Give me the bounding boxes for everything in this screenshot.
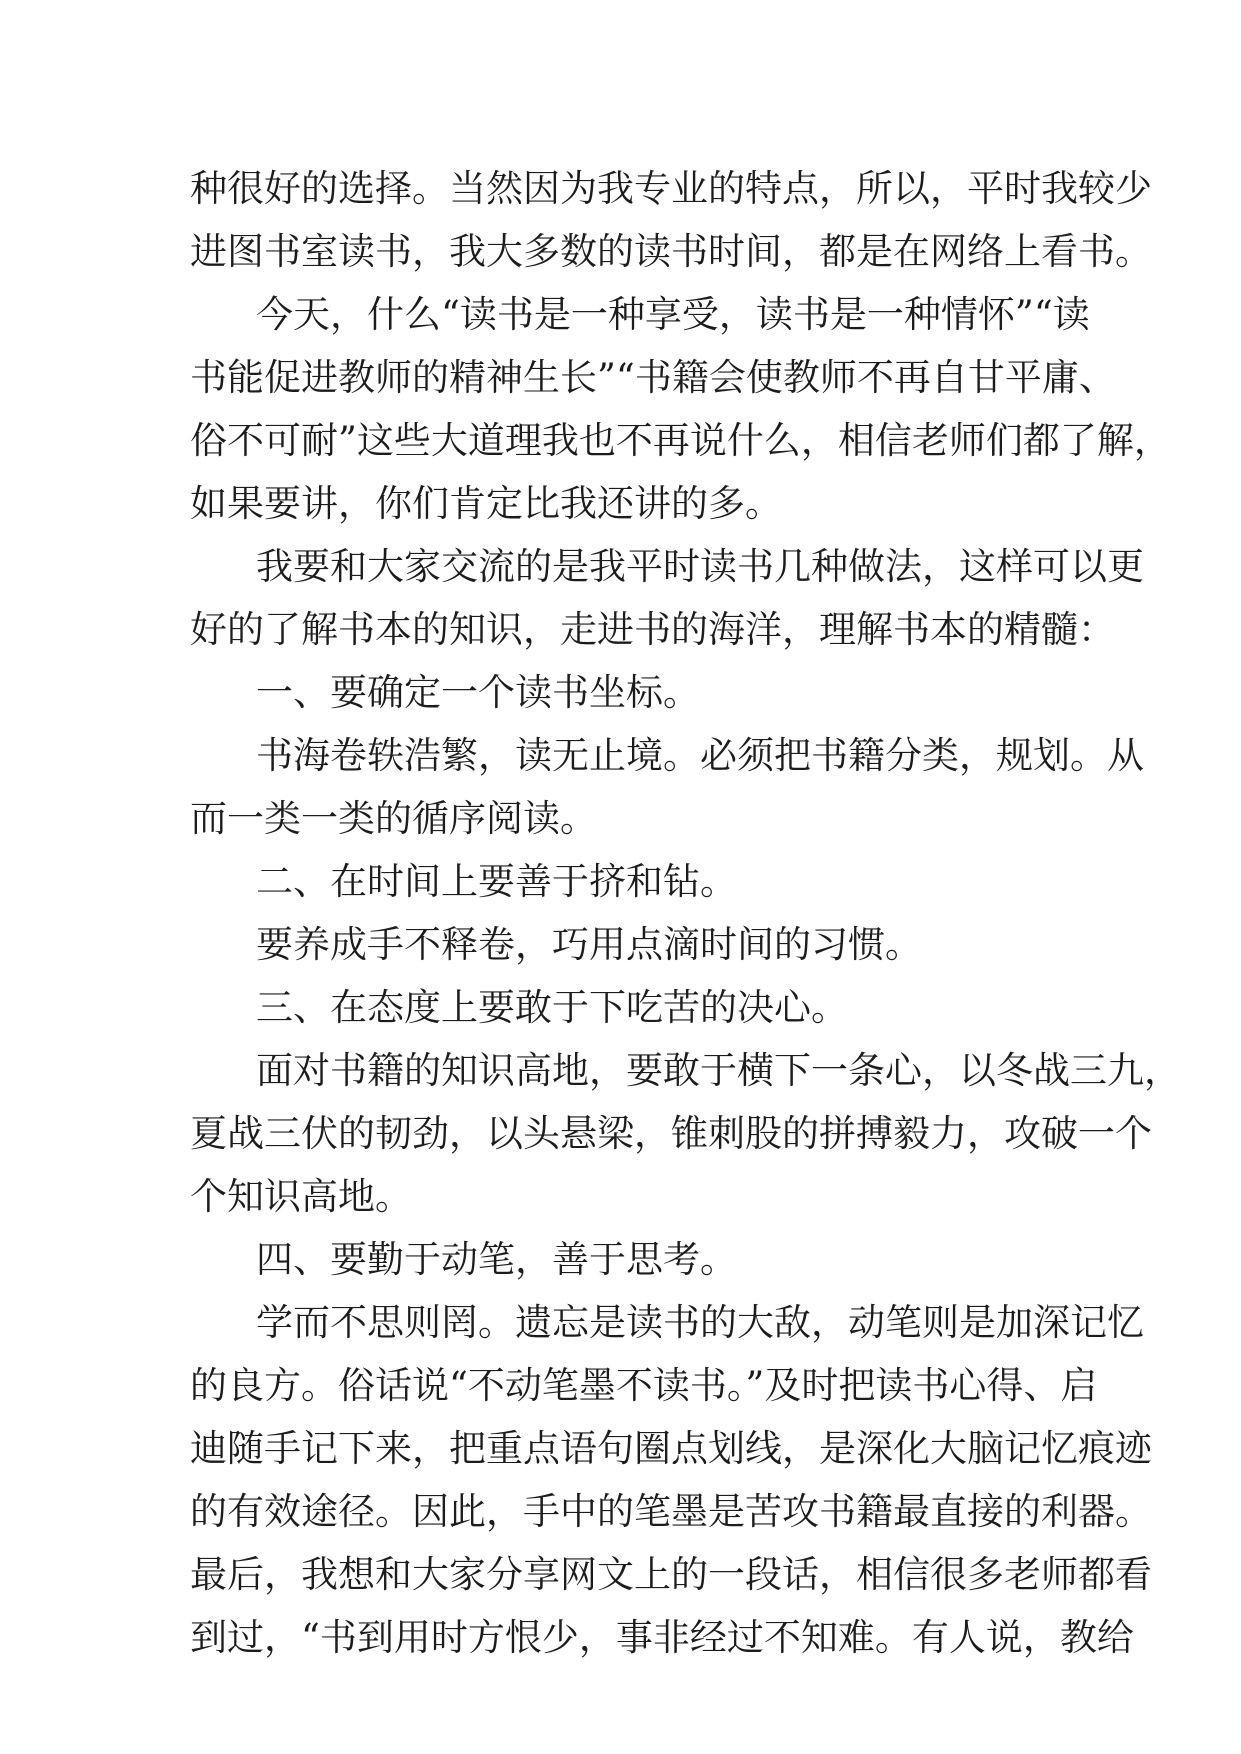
text-line: 的良方。俗话说“不动笔墨不读书。”及时把读书心得、启: [190, 1364, 1098, 1407]
text-line: 书海卷轶浩繁，读无止境。必须把书籍分类，规划。从: [256, 734, 1144, 777]
text-line: 我要和大家交流的是我平时读书几种做法，这样可以更: [256, 545, 1144, 588]
text-line: 俗不可耐”这些大道理我也不再说什么，相信老师们都了解，: [190, 419, 1171, 462]
text-line: 今天，什么“读书是一种享受，读书是一种情怀”“读: [256, 293, 1090, 336]
text-line: 进图书室读书，我大多数的读书时间，都是在网络上看书。: [190, 230, 1152, 273]
text-line: 而一类一类的循序阅读。: [190, 797, 597, 840]
text-line: 如果要讲，你们肯定比我还讲的多。: [190, 482, 782, 525]
text-line: 的有效途径。因此，手中的笔墨是苦攻书籍最直接的利器。: [190, 1490, 1152, 1533]
text-line: 学而不思则罔。遗忘是读书的大敌，动笔则是加深记忆: [256, 1301, 1144, 1344]
section-heading: 二、在时间上要善于挤和钻。: [256, 860, 737, 903]
section-heading: 三、在态度上要敢于下吃苦的决心。: [256, 986, 848, 1029]
text-line: 书能促进教师的精神生长”“书籍会使教师不再自甘平庸、: [190, 356, 1116, 399]
text-line: 迪随手记下来，把重点语句圈点划线，是深化大脑记忆痕迹: [190, 1427, 1152, 1470]
section-heading: 一、要确定一个读书坐标。: [256, 671, 700, 714]
text-line: 好的了解书本的知识，走进书的海洋，理解书本的精髓：: [190, 608, 1115, 651]
text-line: 最后，我想和大家分享网文上的一段话，相信很多老师都看: [190, 1553, 1152, 1596]
text-line: 夏战三伏的韧劲，以头悬梁，锥刺股的拼搏毅力，攻破一个: [190, 1112, 1152, 1155]
text-line: 种很好的选择。当然因为我专业的特点，所以，平时我较少: [190, 167, 1152, 210]
document-body: [190, 157, 1181, 1669]
text-line: 面对书籍的知识高地，要敢于横下一条心，以冬战三九，: [256, 1049, 1181, 1092]
text-line: 个知识高地。: [190, 1175, 412, 1218]
section-heading: 四、要勤于动笔，善于思考。: [256, 1238, 737, 1281]
text-line: 到过，“书到用时方恨少，事非经过不知难。有人说，教给: [190, 1616, 1134, 1659]
text-line: 要养成手不释卷，巧用点滴时间的习惯。: [256, 923, 922, 966]
